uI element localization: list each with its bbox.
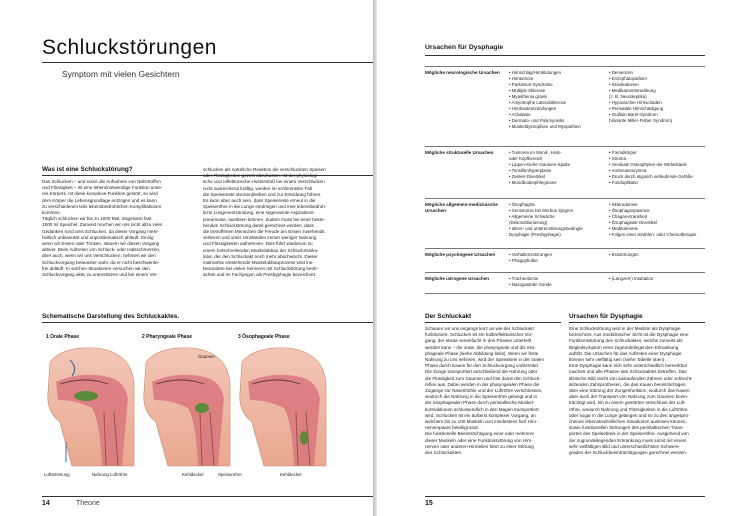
page-number: 14 [42,500,50,507]
right-page [377,0,750,516]
label-kehldeckel-2: Kehldeckel [280,472,302,477]
section-heading-schematic: Schematische Darstellung des Schluckaktes. [42,313,180,320]
cause-row-structural [425,146,705,196]
head-cross-section-oral [48,348,134,466]
cause-category: Mögliche neurologische Ursachen [425,70,500,75]
cause-list-b: • Essstörungen [609,252,639,257]
stage-label-pharyngeal: 2 Pharyngeale Phase [142,334,193,340]
label-luftstroemung: Luftströmung [44,472,70,477]
footer-section-name: Theorie [76,500,100,507]
cause-list-b: • Demenzen • Enzephalopathien • Intoxikationen • Medikamentenwirkung (z. B. Neuroleptika) • Hypoxischer Hirnschaden • Perinatale Hirnschädigung • Guillain-Barré-Syndrom (Variante Miller-Fisher Syndrom) [609,70,673,123]
page-number: 15 [425,500,433,507]
swallowing-phases-illustration [42,342,342,470]
stage-label-oral: 1 Orale Phase [46,334,80,340]
head-cross-section-pharyngeal [144,348,230,466]
head-cross-section-esophageal [240,348,326,466]
cause-list-a: • Verhaltensstörungen • Phagophobie [509,252,553,263]
stage-label-esophageal: 3 Ösophageale Phase [238,334,290,340]
footer-divider [42,496,373,497]
cause-list-b: • (Langzeit-) Intubation [609,276,654,281]
section-heading-ursachen: Ursachen für Dysphagie [569,313,643,320]
cause-list-a: • Tumoren im Mund-, Hals- oder Kopfbereich • Lippen-Kiefer-Gaumen-Spalte • Tonsillenhyperplasie • Zenker-Divertikel • Mundbodenphlegmone [509,150,571,185]
cause-row-iatrogenic [425,272,705,294]
label-gaumen: Gaumen [198,354,215,359]
ursachen-text: Eine Schluckstörung wird in der Medizin als Dysphagie bezeichnet. Aus medizinischer Sicht ist die Dysphagie eine Funktionsstörung des Schluckaktes, welche zumeist als Begleitsymptom einer zugrundeliegenden Erkrankung auftritt. Die Ursachen für das Auftreten einer Dysphagie können sehr vielfältig sein (siehe Tabelle oben). Eine Dysphagie kann sich sehr unterschiedlich bemerkbar machen und alle Phasen des Schluckaktes betreffen. Das klinische Bild reicht von auslaufenden Zähnen oder schlecht- sitzenden Zahnprothesen, die das Kauen beeinträchtigen, über eine Störung der Zungenfunktion, wodurch das Kauen aber auch der Transport von Nahrung zum Gaumen beein- trächtigt wird, hin zu einem gestörten Verschluss der Luft- röhre, wodurch Nahrung und Flüssigkeiten in die Luftröhre oder sogar in die Lunge gelangen und so zu den angespro- chenen lebensbedrohlichen Situationen auslösen können, sowie funktionellen Störungen des peristaltischen Trans- portes des Speisebreis in der Speiseröhre. Ausgehend von der zugrundeliegenden Erkrankung muss somit mit einem sehr vielfältigen Bild und unterschiedlichsten Schwere- graden der Schluckbeeinträchtigungen gerechnet werden. [569,326,693,456]
cause-category: Mögliche strukturelle Ursachen [425,150,494,155]
label-kehldeckel-1: Kehldeckel [182,472,204,477]
cause-category: Mögliche iatrogene Ursachen [425,276,490,281]
cause-row-psychogenic [425,248,705,270]
cause-list-b: • Fremdkörper • Struma • zervikale Osteophyten der Wirbelsäule • Aortenaneurysma • Druck durch atypisch verlaufende Gefäße • Fundoplikatio [609,150,693,185]
left-page [0,0,373,516]
page-subtitle: Symptom mit vielen Gesichtern [62,69,180,79]
intro-text-column-2: schlucken als natürliche Reaktion die verschluckten Speisen oder Flüssigkeiten gezielt abzuhusten. Ist der physiologi- sche und reflektorische Hustenstoß bei einem Verschlucken nicht ausreichend kräftig, werden im schlimmsten Fall die Speisereste steckenbleiben und zur Erstickung führen. Es kann aber auch sein, dass Speisereste erneut in die Speiseröhre in die Lunge eindringen und eine lebensbedroh- liche Lungenentzündung, eine sogenannte Aspirations- pneumonie, auslösen können. Zudem muss bei einer beste- henden Schluckstörung damit gerechnet werden, dass die betroffenen Menschen die Freude am Essen zusehends verlieren und unter Umständen immer weniger Nahrung und Flüssigkeiten aufnehmen. Dies führt wiederum zu einem fortschreitenden Muskelabbau der Schluckmusku- latur, der den Schluckakt noch mehr abschwächt. Dieser malnutritiv entstehende Muskelabbauprozess wird ins- besondere bei vielen Senioren mit Schluckstörung beob- achtet und im Fachjargon als Presbyphagie bezeichnet. [203,167,327,278]
cause-list-a: • Ösophagitis • Xerostomie bei Morbus Sjögren • Allgemeine Schwäche (Dekonditionierung) • alters- und unterernährungsbedingte Dysphagie (Presbyphagie) [509,202,583,237]
causes-table-title: Ursachen für Dysphagie [425,44,504,51]
label-speiseroehre: Speiseröhre [218,472,242,477]
cause-category: Mögliche psychogene Ursachen [425,252,496,257]
causes-table-divider [425,55,705,56]
page-title: Schluckstörungen [42,36,217,59]
cause-row-general-medical [425,198,705,246]
label-luftroehre: Luftröhre [110,472,128,477]
intro-text-column-1: Das Schlucken – und somit die Aufnahme von Nährstoffen und Flüssigkeit – ist eine lebensnotwendige Funktion unse- res Körpers. Ist diese komplexe Funktion gestört, so wird dem Körper die Lebensgrundlage entzogen und es kann zu verschiedenen teils lebensbedrohlichen Komplikationen kommen. Täglich schlucken wir bis zu 1000 Mal, insgesamt fast 1500 ml Speichel. Zumeist machen wir uns nicht allzu viele Gedanken rund ums Schlucken, da dieser Vorgang mehr- heitlich unbewusst und unproblematisch abläuft. Einzig wenn wir Essen oder Trinken, steuern wir diesen Vorgang aktiver. Beim Auftreten von Schluck- oder Halsschmerzen, aber auch, wenn wir uns Verschlucken, nehmen wir den Schluckvorgang bewusster wahr, da er nicht beschwerde- frei abläuft. In solchen Situationen versuchen wir den Schluckvorgang aktiv zu unterstützen und bei einem Ver- [42,179,163,278]
section-divider [425,322,561,323]
cause-list-b: • Sklerodermie • Ösophagospasmus • Chagas-Krankheit • Ösophageale Divertikel • Medikamente • Folgen einer Strahlen- oder Chemotherapie [609,202,697,237]
cause-row-neurological [425,66,705,144]
cause-list-a: • Tracheotomie • Nasogastrale Sonde [509,276,552,287]
schluckakt-text: Schauen wir uns engangs kurz an wie der Schluckakt funktioniert. Schlucken ist ein halbreflektorischer Vor- gang, der etwas vereinfacht in drei Phasen unterteilt werden kann – die orale, die pharyngeale und die öso- phageale Phase (siehe Abbildung links). Wenn wir feste Nahrung zu uns nehmen, wird der Speisebrei in der oralen Phase durch Kauen für den Schluckvorgang vorbereitet. Die Zunge transportiert anschließend die Nahrung oder die Flüssigkeit zum Gaumen und löst damit den Schluck- reflex aus. Dabei werden in der pharyngealen Phase die Zugänge zur Nasenhöhle und der Luftröhre verschlossen, wodurch die Nahrung in die Speiseröhre gelangt und in der ösophagealen Phase durch peristaltische Muskel- kontraktionen schlussendlich in den Magen transportiert wird. Schlucken ist ein äußerst komplexer Vorgang, an welchem bis zu 100 Muskeln und mindestens fünf Hirn- nervenpaare beteiligt sind. Die funktionelle Beeinträchtigung einer oder mehrerer dieser Muskeln oder eine Funktionsstörung von Hirn- nerven oder anderen Hirnteilen führt zu einer Störung des Schluckaktes. [425,326,544,456]
cause-list-a: • Hirnschlag/Hirnblutungen • Hirntumore • Parkinson-Syndrome • Multiple Sklerose • Myasthenia gravis • Amyotrophe Lateralsklerose • Hirnhautentzündungen • Achalasie • Dermato- und Polymyositis • Muskeldystrophien und Myopathien [509,70,581,129]
section-divider [42,322,373,323]
section-heading-what-is: Was ist eine Schluckstörung? [42,166,133,173]
title-divider [42,62,373,63]
section-divider [569,322,705,323]
footer-divider [425,496,705,497]
section-heading-schluckakt: Der Schluckakt [425,313,472,320]
label-nahrung: Nahrung [92,472,109,477]
cause-category: Mögliche allgemein-medizinische Ursachen [425,202,498,213]
